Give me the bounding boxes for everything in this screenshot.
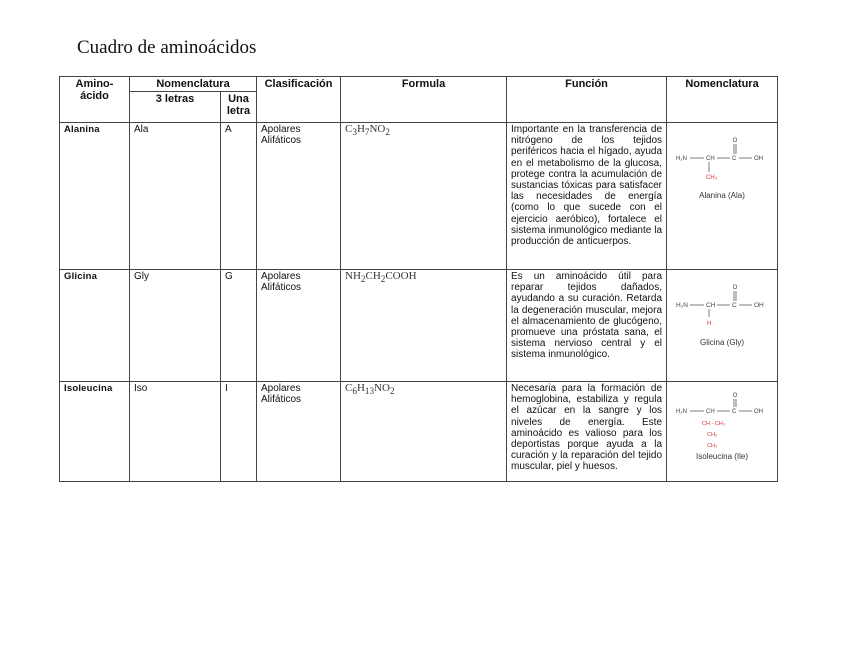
header-aminoacid: Amino-ácido <box>60 77 130 123</box>
oxygen-label: O <box>732 138 738 144</box>
one-letter-code: I <box>221 382 257 482</box>
carboxyl-carbon-label: C <box>732 156 737 162</box>
amino-group-label: H₂N <box>676 302 688 309</box>
side-chain-branch-label: CH - CH₃ <box>702 421 726 427</box>
header-nomenclatura: Nomenclatura <box>130 77 257 92</box>
structure-cell <box>667 270 778 382</box>
formula-sub: 2 <box>389 386 395 397</box>
carboxyl-carbon-label: C <box>732 409 737 415</box>
structure-name: Alanina (Ala) <box>699 191 745 200</box>
header-three-letters: 3 letras <box>130 92 221 123</box>
formula-part: CH <box>365 270 381 282</box>
formula-part: C <box>345 123 353 135</box>
structure-cell <box>667 123 778 270</box>
formula-part: COOH <box>385 270 417 282</box>
header-funcion: Función <box>507 77 667 123</box>
function-text: Importante en la transferencia de nitrógeno de los tejidos periféricos hacia el hígado, ayuda en el metabolismo de la glucosa, protege contra la acumulación de sustancias tóxicas para satisfacer las necesidades de energía (como lo que sucede con el ejercicio aeróbico), fortalece el sistema inmunológico mediante la producción de anticuerpos. <box>507 123 667 270</box>
table-row <box>60 270 778 382</box>
header-nomenclatura-structure: Nomenclatura <box>667 77 778 123</box>
header-formula: Formula <box>341 77 507 123</box>
formula-part: C <box>345 382 353 394</box>
classification <box>257 123 341 270</box>
classification-primary: Apolares <box>261 383 301 394</box>
oxygen-label: O <box>732 393 738 399</box>
header-clasificacion: Clasificación <box>257 77 341 123</box>
classification-secondary: Alifáticos <box>261 135 302 147</box>
structure-name: Glicina (Gly) <box>700 338 745 347</box>
three-letter-code: Gly <box>130 270 221 382</box>
hydroxyl-label: OH <box>754 302 764 309</box>
oxygen-label: O <box>732 285 738 291</box>
alanine-structure-diagram <box>672 132 772 182</box>
aminoacid-name: Isoleucina <box>60 382 130 482</box>
function-text: Es un aminoácido útil para reparar tejidos dañados, ayudando a su curación. Retarda la degeneración muscular, mejora el almacenamiento de glucógeno, promueve una próstata sana, el sistema nervioso central y el sistema inmunológico. <box>507 270 667 382</box>
chemical-formula <box>341 270 507 382</box>
table-row <box>60 382 778 482</box>
side-chain-label: CH₃ <box>706 175 718 181</box>
amino-group-label: H₂N <box>676 409 688 415</box>
classification <box>257 270 341 382</box>
formula-part: NO <box>369 123 386 135</box>
formula-part: NH <box>345 270 361 282</box>
formula-sub: 6 <box>352 386 357 397</box>
three-letter-code: Ala <box>130 123 221 270</box>
page-title: Cuadro de aminoácidos <box>77 37 257 58</box>
alpha-carbon-label: CH <box>706 302 716 309</box>
one-letter-code: G <box>221 270 257 382</box>
formula-sub: 7 <box>364 127 370 138</box>
carboxyl-carbon-label: C <box>732 302 737 309</box>
formula-sub: 2 <box>385 127 390 138</box>
classification-secondary: Alifáticos <box>261 282 302 294</box>
aminoacid-name: Glicina <box>60 270 130 382</box>
hydroxyl-label: OH <box>754 409 764 415</box>
one-letter-code: A <box>221 123 257 270</box>
formula-sub: 2 <box>380 274 386 285</box>
side-chain-ch2-label: CH₂ <box>707 432 718 438</box>
chemical-formula <box>341 382 507 482</box>
alpha-carbon-label: CH <box>706 156 715 162</box>
glycine-structure-diagram <box>672 279 772 329</box>
formula-part: H <box>356 123 365 135</box>
formula-part: H <box>356 382 365 394</box>
alpha-carbon-label: CH <box>706 409 715 415</box>
aminoacid-name: Alanina <box>60 123 130 270</box>
structure-cell <box>667 382 778 482</box>
three-letter-code: Iso <box>130 382 221 482</box>
side-chain-ch3-label: CH₃ <box>707 443 718 449</box>
formula-sub: 2 <box>360 274 366 285</box>
isoleucine-structure-diagram <box>672 389 772 451</box>
hydroxyl-label: OH <box>754 156 764 162</box>
classification-primary: Apolares <box>261 271 301 282</box>
function-text: Necesaria para la formación de hemoglobina, estabiliza y regula el azúcar en la sangre y los niveles de energía. Este aminoácido es valioso para los deportistas porque ayuda a la curación y la reparación del tejido muscular, piel y huesos. <box>507 382 667 482</box>
formula-sub: 3 <box>352 127 357 138</box>
table-row <box>60 123 778 270</box>
classification-primary: Apolares <box>261 124 301 135</box>
formula-part: NO <box>374 382 390 394</box>
classification <box>257 382 341 482</box>
amino-acid-table <box>59 76 778 482</box>
header-one-letter: Una letra <box>221 92 257 123</box>
header-row <box>60 77 778 92</box>
structure-name: Isoleucina (Ile) <box>696 452 749 461</box>
amino-group-label: H₂N <box>676 156 688 162</box>
formula-sub: 13 <box>364 386 375 397</box>
side-chain-label: H <box>707 321 712 327</box>
chemical-formula <box>341 123 507 270</box>
classification-secondary: Alifáticos <box>261 394 302 406</box>
